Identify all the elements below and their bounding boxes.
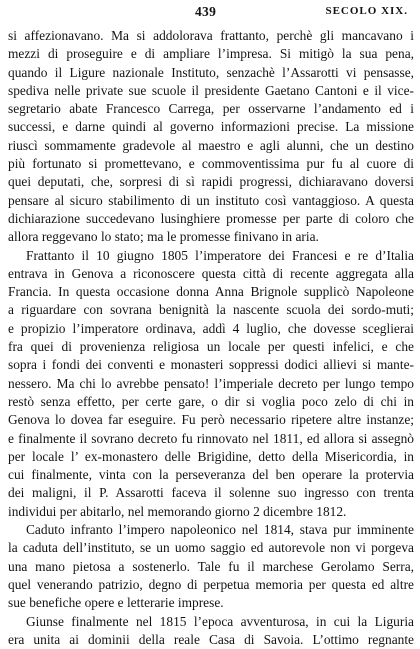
text-line: segretario abate Francesco Carrega, per osservarne l’andamento ed i: [8, 101, 414, 117]
text-line: si affezionavano. Ma si addolorava frattanto, perchè gli mancavano i: [8, 28, 414, 43]
text-line: dei maligni, il P. Assarotti faceva il solenne suo ingresso con trenta: [8, 485, 414, 501]
text-line: Giunse finalmente nel 1815 l’epoca avventurosa, in cui la Liguria: [26, 613, 414, 629]
text-line: nessero. Ma chi lo avrebbe pensato! l’imperiale decreto per lungo tempo: [8, 375, 414, 391]
body-text: [8, 27, 414, 649]
text-line: Francia. In questa occasione donna Anna Brignole supplicò Napoleone: [8, 284, 414, 300]
text-line: per locale l’ ex-monastero delle Brigidine, detto della Misericordia, in: [8, 448, 414, 464]
text-line: più fortunato si promettevano, e commoventissima pur fu al cuore di: [8, 156, 414, 172]
page-number: 439: [195, 4, 217, 19]
text-line: a riguardare con sovrana benignità la nascente scuola dei sordo-muti;: [8, 302, 414, 318]
text-line: e finalmente il sovrano decreto fu rinnovato nel 1811, ed allora si assegnò: [8, 430, 414, 446]
text-line: quando il Ligure nazionale Instituto, senzachè l’Assarotti vi pensasse,: [8, 64, 414, 80]
text-line: una mano pietosa a sostenerlo. Tale fu il marchese Gerolamo Serra,: [8, 558, 414, 574]
text-line: mezzi di proseguire e di ampliare l’impresa. Si mitigò la sua pena,: [8, 46, 414, 62]
text-line: Caduto infranto l’impero napoleonico nel 1814, stava pur imminente: [26, 522, 414, 538]
text-line: sue benefiche opere e letterarie imprese.: [8, 595, 224, 611]
text-line: era unita ai dominii della reale Casa di Savoia. L’ottimo regnante: [8, 631, 414, 647]
text-line: cui finalmente, vinta con la perseveranza del ben operare la protervia: [8, 467, 414, 483]
text-line: riuscì sommamente gradevole al maestro e agli alunni, che un destino: [8, 137, 414, 153]
text-line: successi, e darne quindi al governo informazioni precise. La missione: [8, 119, 414, 135]
text-line: Frattanto il 10 giugno 1805 l’imperatore dei Francesi e re d’Italia: [26, 247, 414, 263]
text-line: dichiarazione succedevano lusinghiere promesse per parte di coloro che: [8, 210, 414, 226]
text-line: la caduta dell’instituto, se un uomo saggio ed autorevole non vi porgeva: [8, 540, 414, 556]
text-line: quel venerando patrizio, degno di perpetua memoria per questa ed altre: [8, 576, 414, 592]
text-line: individui per abitarlo, nel memorando giorno 2 dicembre 1812.: [8, 503, 347, 519]
text-line: entrava in Genova a riconoscere questa città di recente aggregata alla: [8, 265, 414, 281]
text-line: restò senza effetto, per certe gare, o dir si voglia poco zelo di chi in: [8, 393, 414, 409]
text-line: quei deputati, che, sorpresi di sì rapidi progressi, dichiaravano doversi: [8, 174, 414, 190]
text-line: e propizio l’imperatore ordinava, addì 4 luglio, che dovesse sceglierai: [8, 320, 414, 336]
running-head: [0, 4, 420, 26]
text-line: sopra i fondi dei conventi e monasteri soppressi dodici allievi si mante-: [8, 357, 414, 373]
text-line: Genova lo dovea far eseguire. Fu però necessario ripetere altre instanze;: [8, 412, 414, 428]
text-line: spediva nelle private sue scuole il presidente Gaetano Cantoni e il vice-: [8, 82, 414, 98]
text-line: fra quei di provenienza religiosa un locale per questi infelici, e che: [8, 339, 414, 355]
section-label: SECOLO XIX.: [325, 5, 408, 17]
text-line: pensare al sicuro stabilimento di un instituto così vantaggioso. A questa: [8, 192, 414, 208]
text-line: allora reggevano lo stato; ma le promesse finivano in aria.: [8, 229, 319, 245]
